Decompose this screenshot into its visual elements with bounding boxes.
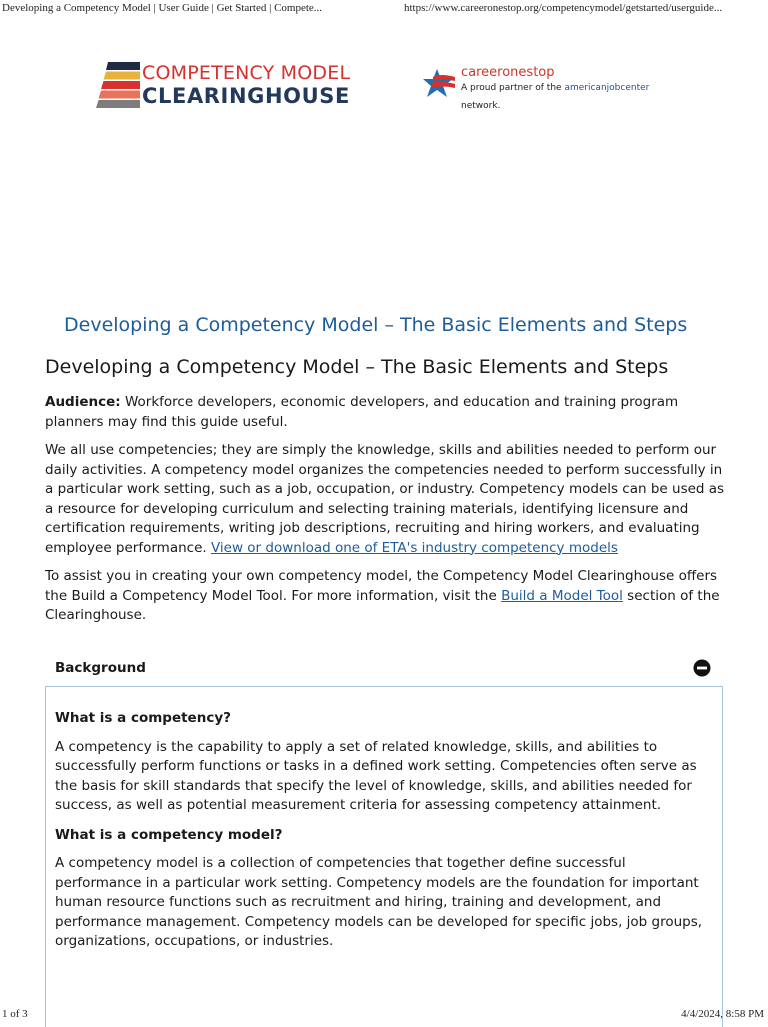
- tool-paragraph-text-before: To assist you in creating your own competency model, the Competency Model Clearinghouse offers the Build a Competency Model Tool. For more information, visit the: [45, 568, 718, 604]
- industry-models-link[interactable]: View or download one of ETA's industry competency models: [210, 539, 618, 556]
- intro-content: [45, 393, 725, 635]
- answer-what-is-competency-model: A competency model is a collection of competencies that together define successful performance in a particular work setting. Competency models are the foundation for important human resource functions such as recruitment and hiring, training and development, and performance management. Competency models can be developed for specific jobs, job groups, organizations, occupations, or industries.: [55, 855, 703, 949]
- build-a-model-tool-link[interactable]: Build a Model Tool: [501, 587, 623, 604]
- print-footer: [0, 1006, 768, 1024]
- competency-model-clearinghouse-logo[interactable]: [94, 62, 374, 110]
- careeronestop-logo[interactable]: [423, 65, 663, 115]
- careeronestop-star-icon: [423, 67, 457, 99]
- logo-stripes-icon: [94, 62, 140, 108]
- print-page-title: Developing a Competency Model | User Guide | Get Started | Compete...: [2, 2, 323, 14]
- logo-line-1: COMPETENCY MODEL: [142, 62, 351, 84]
- audience-paragraph: [45, 393, 725, 432]
- audience-text: Workforce developers, economic developers, and education and training program planners may find this guide useful.: [45, 394, 679, 430]
- accordion-panel-content: [55, 709, 715, 962]
- careeronestop-name: careeronestop: [461, 65, 555, 80]
- tool-paragraph: [45, 567, 725, 626]
- logo-line-2: CLEARINGHOUSE: [142, 84, 350, 108]
- question-what-is-competency: What is a competency?: [55, 710, 231, 726]
- page-title: Developing a Competency Model – The Basic Elements and Steps: [45, 356, 669, 378]
- tool-paragraph-text-after: section of the Clearinghouse.: [45, 587, 720, 623]
- partner-tagline-suffix: network.: [461, 101, 501, 111]
- print-page-number: 1 of 3: [2, 1008, 28, 1020]
- banner-title: Developing a Competency Model – The Basic Elements and Steps: [64, 314, 688, 336]
- american-job-center-mark: americanjobcenter: [564, 83, 650, 93]
- print-page-url: https://www.careeronestop.org/competencymodel/getstarted/userguide...: [404, 2, 723, 14]
- answer-what-is-competency: A competency is the capability to apply a set of related knowledge, skills, and abilities to successfully perform functions or tasks in a defined work setting. Competencies often serve as the basis for skill standards that specify the level of knowledge, skills, and abilities needed for success, as well as potential measurement criteria for assessing competency attainment.: [55, 738, 697, 813]
- audience-label: Audience:: [45, 394, 121, 410]
- intro-paragraph-text: We all use competencies; they are simply the knowledge, skills and abilities needed to perform our daily activities. A competency model organizes the competencies needed to perform successfully in a particular work setting, such as a job, occupation, or industry. Competency models can be used as a resource for developing curriculum and selecting training materials, identifying licensure and certification requirements, writing job descriptions, recruiting and hiring workers, and evaluating employee performance.: [45, 442, 725, 556]
- partner-tagline-prefix: A proud partner of the: [461, 83, 562, 93]
- print-header: [0, 0, 768, 18]
- intro-paragraph: [45, 441, 725, 558]
- print-date: 4/4/2024, 8:58 PM: [681, 1008, 764, 1020]
- partner-tagline: [461, 83, 649, 93]
- background-accordion-panel: [45, 686, 723, 1027]
- collapse-minus-icon[interactable]: [693, 659, 711, 677]
- question-what-is-competency-model: What is a competency model?: [55, 826, 283, 843]
- background-accordion-header[interactable]: [45, 652, 723, 686]
- accordion-label: Background: [55, 660, 146, 676]
